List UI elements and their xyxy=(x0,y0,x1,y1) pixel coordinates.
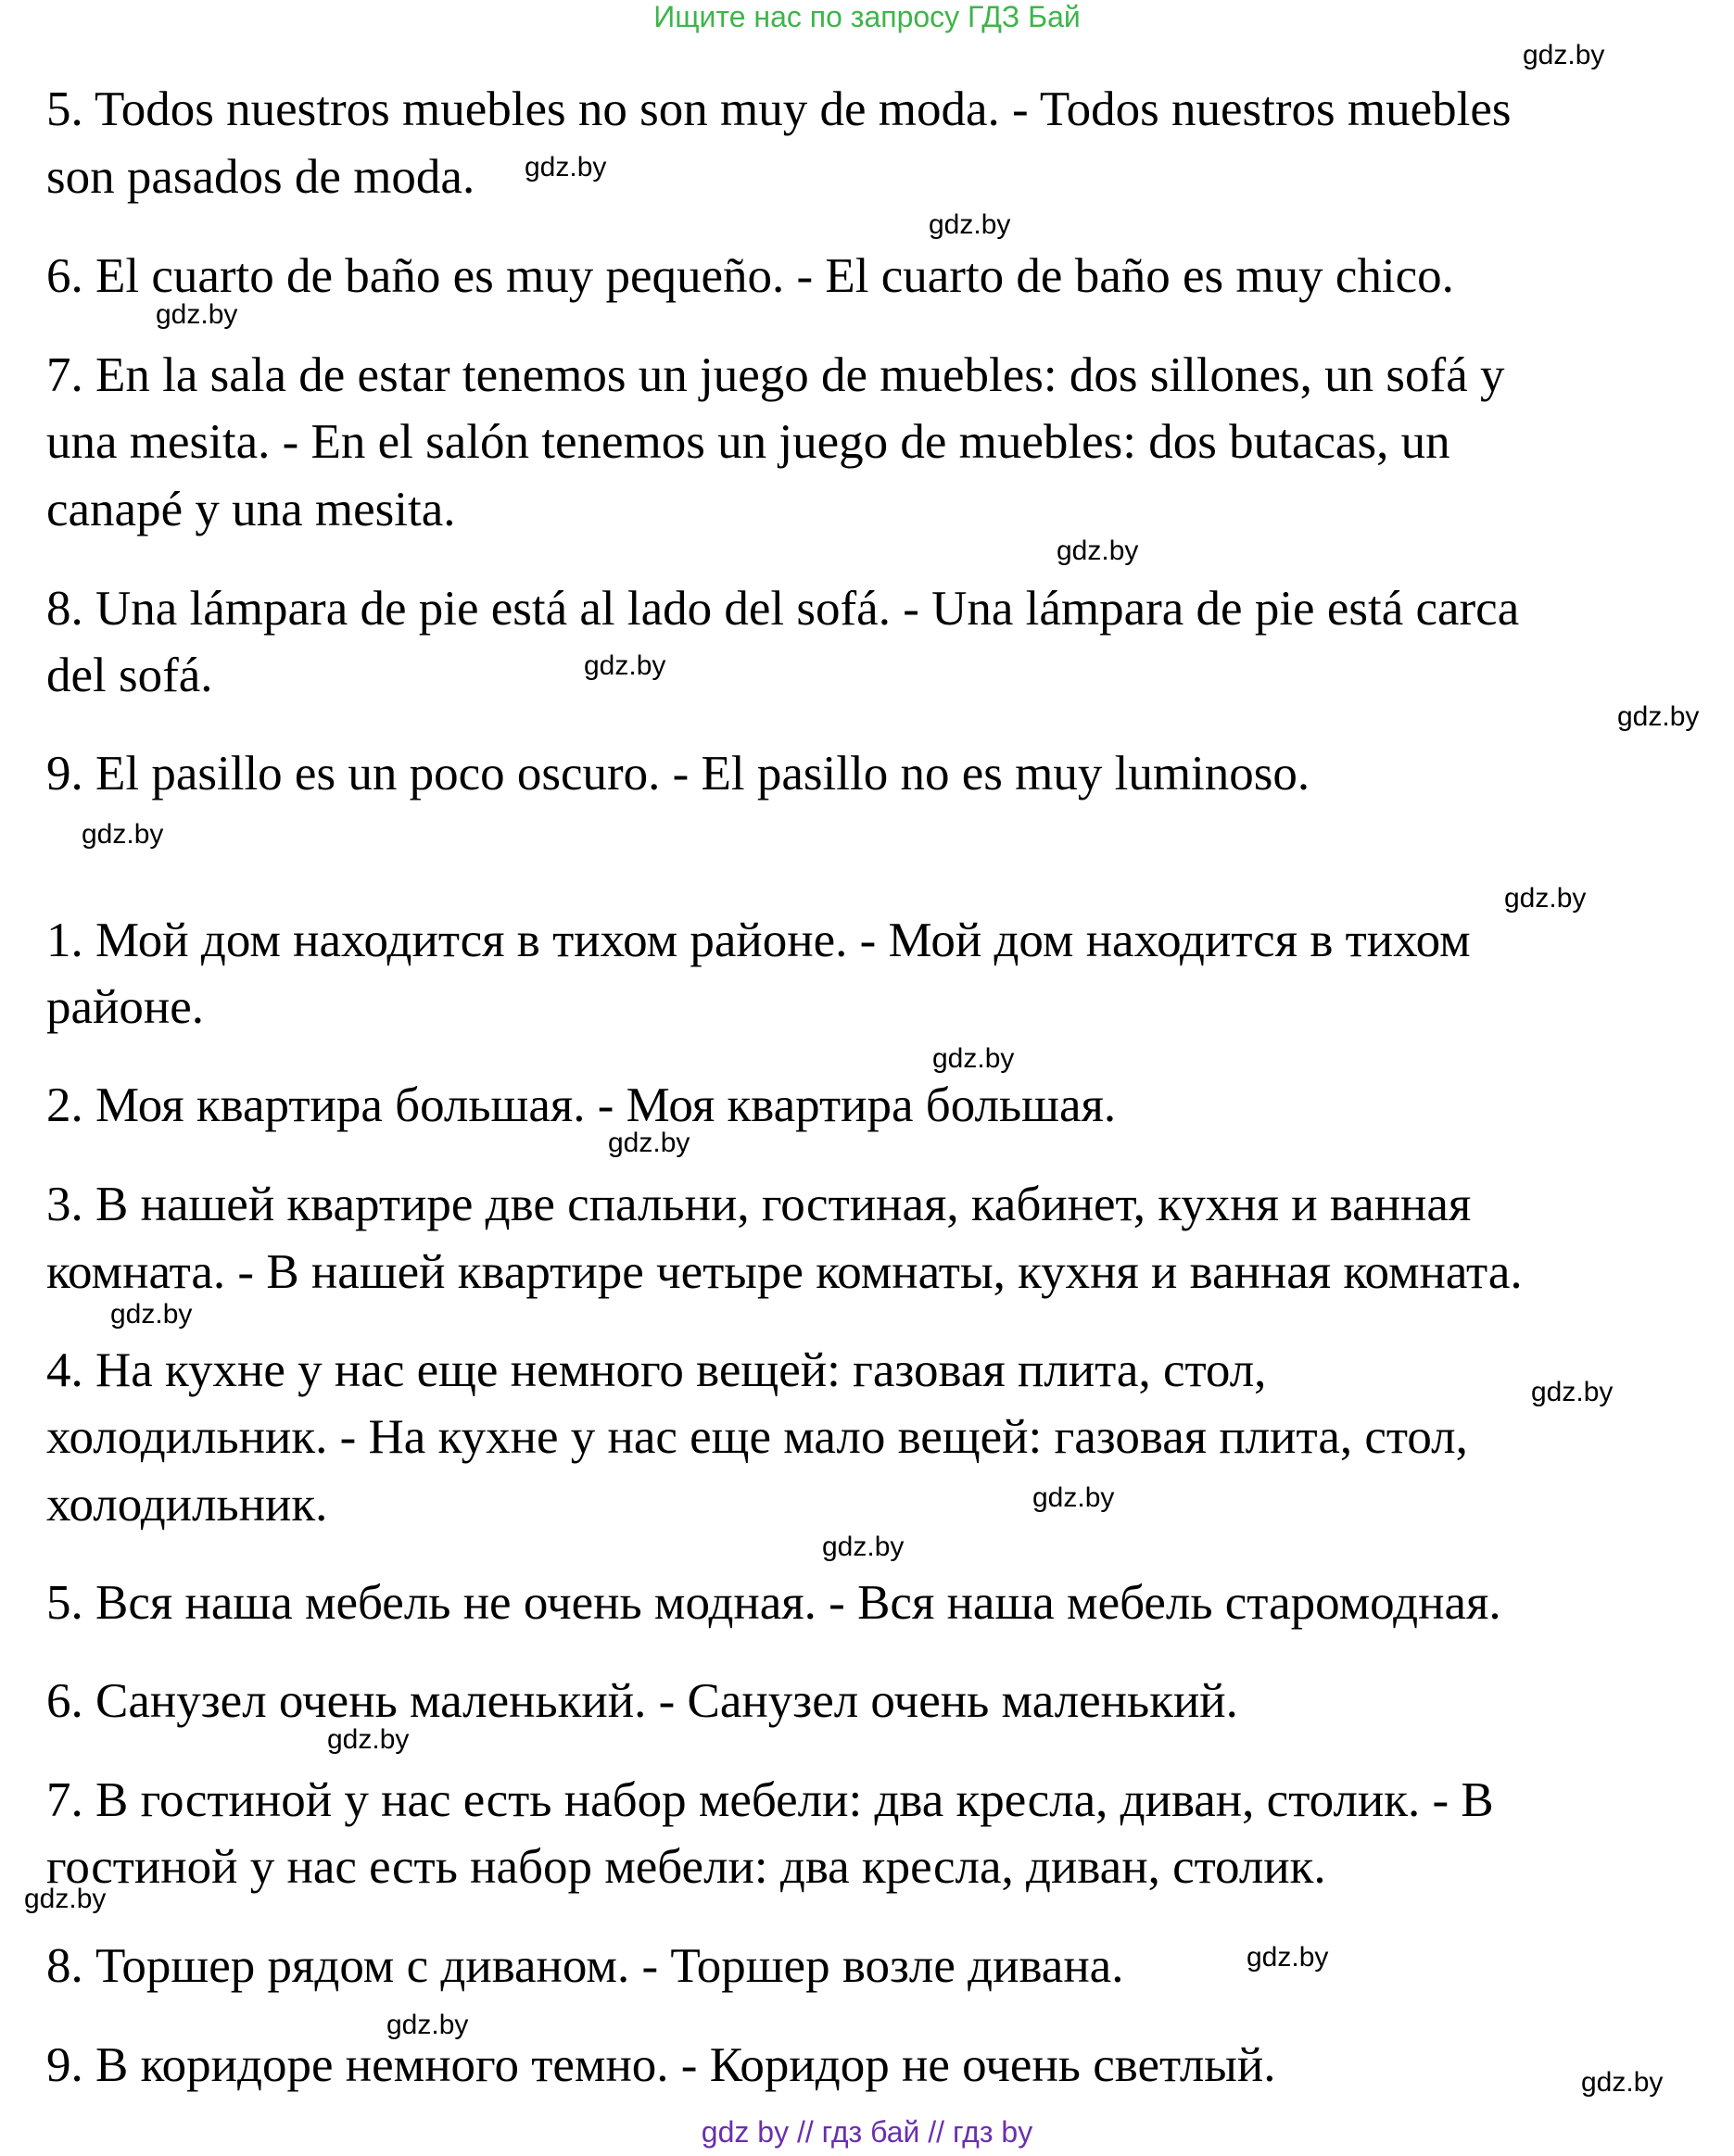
watermark: gdz.by xyxy=(1523,40,1605,70)
sentence-ru-1-line-2: районе. xyxy=(46,980,205,1034)
sentence-es-8-line-2: del sofá. xyxy=(46,649,213,702)
watermark: gdz.by xyxy=(1581,2067,1664,2098)
watermark: gdz.by xyxy=(608,1128,690,1158)
sentence-ru-6-line-1: 6. Санузел очень маленький. - Санузел очень маленький. xyxy=(46,1674,1238,1728)
watermark: gdz.by xyxy=(525,152,607,183)
sentence-ru-4-line-3: холодильник. xyxy=(46,1478,328,1532)
search-hint-link[interactable]: Ищите нас по запросу ГДЗ Бай xyxy=(653,0,1081,33)
sentence-ru-2-line-1: 2. Моя квартира большая. - Моя квартира большая. xyxy=(46,1078,1117,1132)
sentence-es-9-line-1: 9. El pasillo es un poco oscuro. - El pasillo no es muy luminoso. xyxy=(46,747,1310,801)
watermark: gdz.by xyxy=(82,819,164,850)
sentence-es-7-line-2: una mesita. - En el salón tenemos un juego de muebles: dos butacas, un xyxy=(46,415,1450,469)
sentence-ru-7-line-1: 7. В гостиной у нас есть набор мебели: два кресла, диван, столик. - В xyxy=(46,1773,1494,1827)
sentence-es-8-line-1: 8. Una lámpara de pie está al lado del sofá. - Una lámpara de pie está carca xyxy=(46,582,1520,636)
sentence-ru-3-line-1: 3. В нашей квартире две спальни, гостиная, кабинет, кухня и ванная xyxy=(46,1178,1472,1231)
watermark: gdz.by xyxy=(1057,536,1139,566)
sentence-ru-8-line-1: 8. Торшер рядом с диваном. - Торшер возле дивана. xyxy=(46,1939,1124,1993)
watermark: gdz.by xyxy=(110,1299,193,1330)
sentence-ru-3-line-2: комната. - В нашей квартире четыре комнаты, кухня и ванная комната. xyxy=(46,1245,1523,1299)
watermark: gdz.by xyxy=(1247,1942,1329,1973)
watermark: gdz.by xyxy=(1032,1482,1115,1513)
watermark: gdz.by xyxy=(929,209,1011,240)
watermark: gdz.by xyxy=(822,1532,905,1562)
sentence-ru-4-line-1: 4. На кухне у нас еще немного вещей: газовая плита, стол, xyxy=(46,1343,1267,1397)
watermark: gdz.by xyxy=(156,299,238,330)
watermark: gdz.by xyxy=(24,1884,107,1914)
watermark: gdz.by xyxy=(386,2010,469,2040)
sentence-es-5-line-2: son pasados de moda. xyxy=(46,150,475,204)
watermark: gdz.by xyxy=(932,1043,1015,1074)
watermark: gdz.by xyxy=(584,650,666,681)
sentence-es-7-line-1: 7. En la sala de estar tenemos un juego de muebles: dos sillones, un sofá y xyxy=(46,348,1505,402)
sentence-ru-7-line-2: гостиной у нас есть набор мебели: два кресла, диван, столик. xyxy=(46,1840,1326,1894)
sentence-ru-9-line-1: 9. В коридоре немного темно. - Коридор не очень светлый. xyxy=(46,2038,1276,2092)
footer-links[interactable]: gdz by // гдз бай // гдз by xyxy=(701,2115,1033,2149)
sentence-es-5-line-1: 5. Todos nuestros muebles no son muy de moda. - Todos nuestros muebles xyxy=(46,82,1512,136)
watermark: gdz.by xyxy=(327,1724,410,1755)
sentence-ru-1-line-1: 1. Мой дом находится в тихом районе. - Мой дом находится в тихом xyxy=(46,914,1471,967)
watermark: gdz.by xyxy=(1504,883,1587,914)
sentence-ru-5-line-1: 5. Вся наша мебель не очень модная. - Вся наша мебель старомодная. xyxy=(46,1576,1501,1630)
sentence-es-6-line-1: 6. El cuarto de baño es muy pequeño. - El cuarto de baño es muy chico. xyxy=(46,249,1454,303)
sentence-es-7-line-3: canapé y una mesita. xyxy=(46,483,456,536)
watermark: gdz.by xyxy=(1531,1377,1614,1407)
watermark: gdz.by xyxy=(1617,701,1700,732)
sentence-ru-4-line-2: холодильник. - На кухне у нас еще мало вещей: газовая плита, стол, xyxy=(46,1410,1468,1464)
